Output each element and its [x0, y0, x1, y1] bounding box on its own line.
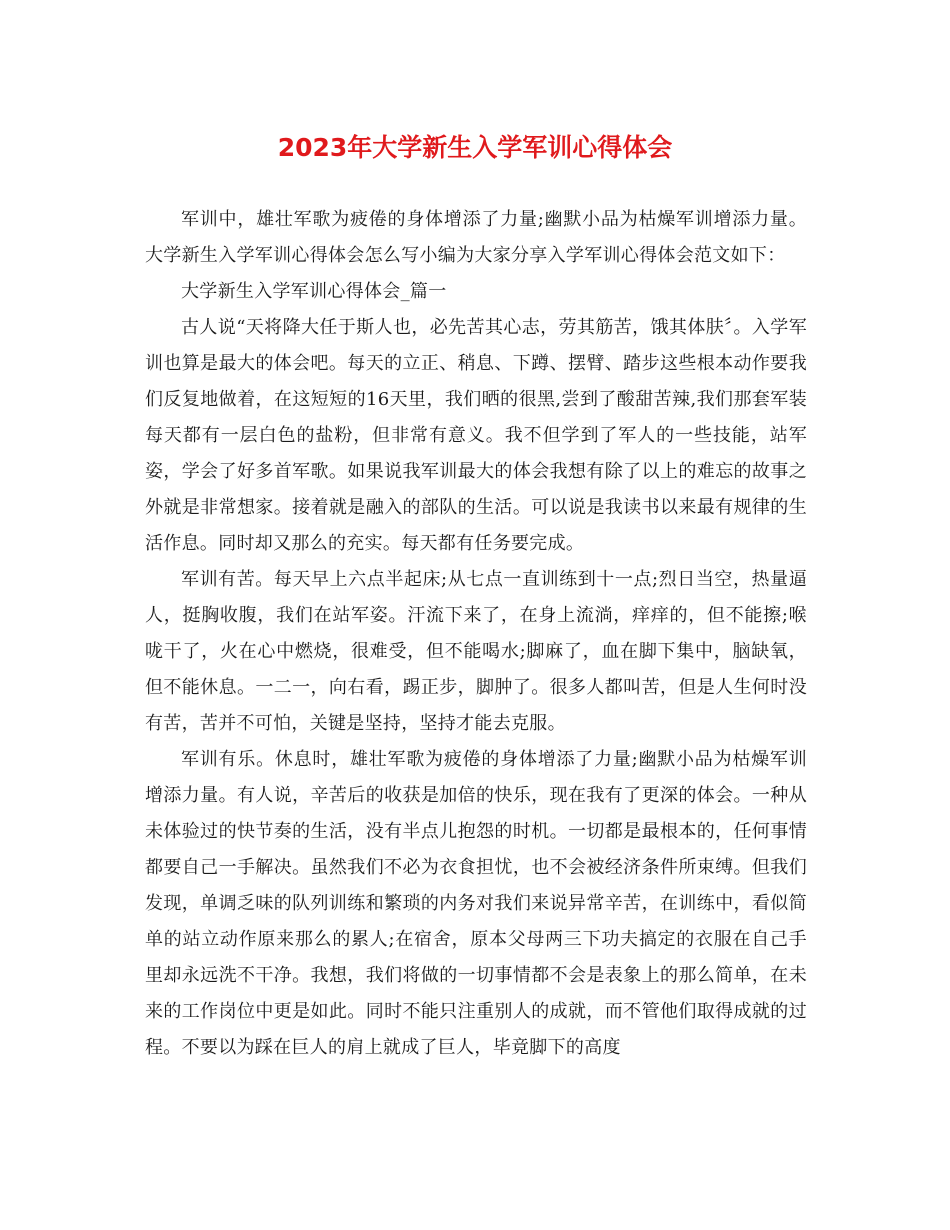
intro-paragraph: 军训中，雄壮军歌为疲倦的身体增添了力量;幽默小品为枯燥军训增添力量。大学新生入学军训心得体会怎么写小编为大家分享入学军训心得体会范文如下：: [145, 209, 807, 266]
section-heading: 大学新生入学军训心得体会_篇一: [181, 281, 447, 302]
document-title: 2023年大学新生入学军训心得体会: [277, 133, 673, 162]
document-body: [145, 202, 807, 1066]
body-paragraph: 军训有乐。休息时，雄壮军歌为疲倦的身体增添了力量;幽默小品为枯燥军训增添力量。有人说，辛苦后的收获是加倍的快乐，现在我有了更深的体会。一种从未体验过的快节奏的生活，没有半点儿抱怨的时机。一切都是最根本的，任何事情都要自己一手解决。虽然我们不必为衣食担忧，也不会被经济条件所束缚。但我们发现，单调乏味的队列训练和繁琐的内务对我们来说异常辛苦，在训练中，看似简单的站立动作原来那么的累人;在宿舍，原本父母两三下功夫搞定的衣服在自己手里却永远洗不干净。我想，我们将做的一切事情都不会是表象上的那么简单，在未来的工作岗位中更是如此。同时不能只注重别人的成就，而不管他们取得成就的过程。不要以为踩在巨人的肩上就成了巨人，毕竟脚下的高度: [145, 749, 807, 1058]
body-paragraph: 军训有苦。每天早上六点半起床;从七点一直训练到十一点;烈日当空，热量逼人，挺胸收腹，我们在站军姿。汗流下来了，在身上流淌，痒痒的，但不能擦;喉咙干了，火在心中燃烧，很难受，但不能喝水;脚麻了，血在脚下集中，脑缺氧，但不能休息。一二一，向右看，踢正步，脚肿了。很多人都叫苦，但是人生何时没有苦，苦并不可怕，关键是坚持，坚持才能去克服。: [145, 569, 807, 734]
body-paragraph: 古人说“天将降大任于斯人也，必先苦其心志，劳其筋苦，饿其体肤〞。入学军训也算是最大的体会吧。每天的立正、稍息、下蹲、摆臂、踏步这些根本动作要我们反复地做着，在这短短的16天里，我们晒的很黑,尝到了酸甜苦辣,我们那套军装每天都有一层白色的盐粉，但非常有意义。我不但学到了军人的一些技能，站军姿，学会了好多首军歌。如果说我军训最大的体会我想有除了以上的难忘的故事之外就是非常想家。接着就是融入的部队的生活。可以说是我读书以来最有规律的生活作息。同时却又那么的充实。每天都有任务要完成。: [145, 317, 807, 554]
